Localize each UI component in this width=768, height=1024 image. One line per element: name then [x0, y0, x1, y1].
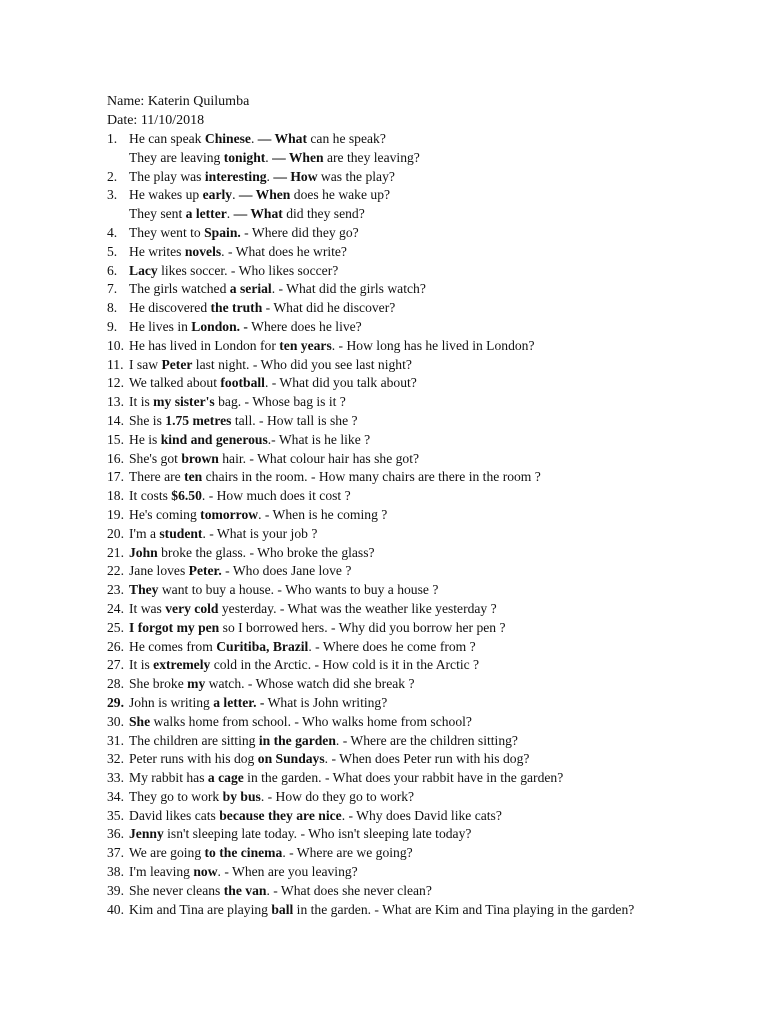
item-number: 27.: [107, 657, 124, 673]
sentence-text: He has lived in London for: [129, 337, 280, 353]
sentence-text: He's coming: [129, 506, 201, 522]
sentence-text: Peter runs with his dog: [129, 751, 258, 767]
bold-phrase: in the garden: [258, 732, 336, 748]
sentence-text: The children are sitting: [129, 732, 259, 748]
sentence-text: Where does he live?: [247, 318, 362, 334]
bold-phrase: a letter. -: [213, 694, 265, 710]
bold-phrase: London. -: [191, 318, 248, 334]
sentence-text: . - What is your job ?: [202, 525, 318, 541]
bold-phrase: my sister's: [153, 394, 215, 410]
sentence-text: . - Where are we going?: [282, 845, 413, 861]
item-number: 3.: [107, 187, 118, 203]
sentence-text: It is: [129, 394, 154, 410]
item-number: 28.: [107, 676, 124, 692]
list-item: [107, 299, 768, 318]
sentence-text: .: [265, 149, 273, 165]
item-number: 16.: [107, 450, 124, 466]
student-name: Name: Katerin Quilumba: [107, 94, 250, 109]
item-number: 29.: [107, 694, 124, 710]
bold-phrase: ten: [184, 469, 203, 485]
sentence-text: He can speak: [129, 131, 205, 146]
sentence-text: He discovered: [129, 300, 211, 316]
sentence-text: John is writing: [129, 694, 214, 710]
bold-phrase: the van: [223, 882, 267, 898]
bold-phrase: student: [159, 525, 203, 541]
bold-phrase: early: [202, 187, 233, 203]
list-item: [107, 337, 768, 356]
list-item: [107, 205, 768, 224]
item-number: 8.: [107, 300, 118, 316]
sentence-text: There are: [129, 469, 185, 485]
sentence-text: likes soccer. - Who likes soccer?: [157, 262, 339, 278]
sentence-text: . - What does she never clean?: [266, 882, 432, 898]
sentence-text: She broke: [129, 676, 188, 692]
list-item: [107, 168, 768, 187]
sentence-text: They went to: [129, 224, 205, 240]
list-item: [107, 807, 768, 826]
list-item: [107, 356, 768, 375]
bold-phrase: She: [129, 713, 151, 729]
bold-phrase: Peter: [161, 356, 193, 372]
question-list: [107, 130, 768, 919]
list-item: [107, 450, 768, 469]
sentence-text: He comes from: [129, 638, 217, 654]
item-number: 39.: [107, 882, 124, 898]
list-item: [107, 581, 768, 600]
item-number: 30.: [107, 713, 124, 729]
sentence-text: They go to work: [129, 788, 223, 804]
sentence-text: does he wake up?: [290, 187, 391, 203]
list-item: [107, 882, 768, 901]
bold-phrase: $6.50: [171, 488, 202, 504]
bold-phrase: because they are nice: [219, 807, 342, 823]
item-number: 15.: [107, 431, 124, 447]
sentence-text: yesterday. - What was the weather like yesterday ?: [218, 600, 497, 616]
item-number: 4.: [107, 224, 118, 240]
bold-phrase: — What: [233, 206, 283, 222]
item-number: 11.: [107, 356, 124, 372]
list-item: [107, 393, 768, 412]
sentence-text: - What did he discover?: [262, 300, 396, 316]
bold-phrase: I forgot my pen: [129, 619, 220, 635]
sentence-text: broke the glass. - Who broke the glass?: [157, 544, 375, 560]
sentence-text: .: [232, 187, 239, 203]
item-number: 37.: [107, 845, 124, 861]
item-number: 17.: [107, 469, 124, 485]
list-item: [107, 468, 768, 487]
bold-phrase: the truth: [210, 300, 263, 316]
sentence-text: He writes: [129, 243, 185, 259]
sentence-text: What is John writing?: [264, 694, 388, 710]
bold-phrase: Curitiba, Brazil: [216, 638, 309, 654]
item-number: 5.: [107, 243, 118, 259]
bold-phrase: kind and generous: [160, 431, 268, 447]
sentence-text: . - What did you talk about?: [264, 375, 417, 391]
item-number: 25.: [107, 619, 124, 635]
sentence-text: He is: [129, 431, 161, 447]
sentence-text: . - What did the girls watch?: [271, 281, 426, 297]
item-number: 20.: [107, 525, 124, 541]
sentence-text: My rabbit has: [129, 770, 208, 786]
bold-phrase: football: [220, 375, 265, 391]
bold-phrase: now: [193, 864, 218, 880]
sentence-text: They sent: [129, 206, 186, 222]
sentence-text: last night. - Who did you see last night?: [192, 356, 412, 372]
list-item: [107, 487, 768, 506]
sentence-text: They are leaving: [129, 149, 224, 165]
bold-phrase: extremely: [153, 657, 211, 673]
list-item: [107, 675, 768, 694]
sentence-text: - Who does Jane love ?: [221, 563, 352, 579]
sentence-text: can he speak?: [306, 131, 386, 146]
bold-phrase: a serial: [229, 281, 272, 297]
item-number: 40.: [107, 901, 124, 917]
sentence-text: We talked about: [129, 375, 221, 391]
item-number: 12.: [107, 375, 124, 391]
sentence-text: The play was: [129, 168, 205, 184]
sentence-text: . - Where does he come from ?: [308, 638, 476, 654]
sentence-text: so I borrowed hers. - Why did you borrow her pen ?: [219, 619, 506, 635]
sentence-text: hair. - What colour hair has she got?: [218, 450, 420, 466]
sentence-text: in the garden. - What are Kim and Tina playing in the garden?: [293, 901, 635, 917]
sentence-text: . - When is he coming ?: [258, 506, 388, 522]
list-item: [107, 732, 768, 751]
list-item: [107, 412, 768, 431]
bold-phrase: They: [129, 582, 159, 598]
sentence-text: She is: [129, 412, 166, 428]
item-number: 33.: [107, 770, 124, 786]
sentence-text: .: [226, 206, 234, 222]
sentence-text: was the play?: [317, 168, 395, 184]
sentence-text: It is: [129, 657, 154, 673]
sentence-text: did they send?: [282, 206, 365, 222]
sentence-text: . - Why does David like cats?: [341, 807, 502, 823]
sentence-text: David likes cats: [129, 807, 220, 823]
sentence-text: are they leaving?: [323, 149, 420, 165]
bold-phrase: 1.75 metres: [165, 412, 232, 428]
sentence-text: She never cleans: [129, 882, 224, 898]
sentence-text: Kim and Tina are playing: [129, 901, 272, 917]
bold-phrase: Chinese: [204, 131, 251, 146]
sentence-text: - Where did they go?: [240, 224, 359, 240]
list-item: [107, 149, 768, 168]
bold-phrase: tonight: [223, 149, 266, 165]
list-item: [107, 130, 768, 149]
sentence-text: want to buy a house. - Who wants to buy a house ?: [158, 582, 439, 598]
list-item: [107, 901, 768, 920]
sentence-text: It was: [129, 600, 166, 616]
list-item: [107, 788, 768, 807]
item-number: 31.: [107, 732, 124, 748]
item-number: 34.: [107, 788, 124, 804]
list-item: [107, 769, 768, 788]
list-item: [107, 619, 768, 638]
list-item: [107, 186, 768, 205]
sentence-text: He wakes up: [129, 187, 203, 203]
sentence-text: . - How long has he lived in London?: [331, 337, 535, 353]
bold-phrase: on Sundays: [257, 751, 325, 767]
sentence-text: He lives in: [129, 318, 192, 334]
sentence-text: I'm leaving: [129, 864, 194, 880]
list-item: [107, 844, 768, 863]
sentence-text: in the garden. - What does your rabbit have in the garden?: [243, 770, 564, 786]
list-item: [107, 713, 768, 732]
sentence-text: chairs in the room. - How many chairs are there in the room ?: [202, 469, 541, 485]
bold-phrase: to the cinema: [204, 845, 283, 861]
list-item: [107, 600, 768, 619]
item-number: 13.: [107, 394, 124, 410]
sentence-text: It costs: [129, 488, 172, 504]
sentence-text: . - When does Peter run with his dog?: [324, 751, 530, 767]
list-item: [107, 544, 768, 563]
list-item: [107, 506, 768, 525]
item-number: 26.: [107, 638, 124, 654]
bold-phrase: Jenny: [129, 826, 164, 842]
list-item: [107, 224, 768, 243]
item-number: 1.: [107, 131, 118, 146]
bold-phrase: — What: [257, 131, 307, 146]
bold-phrase: by bus: [222, 788, 261, 804]
item-number: 6.: [107, 262, 118, 278]
bold-phrase: brown: [181, 450, 219, 466]
list-item: [107, 562, 768, 581]
sentence-text: . - How do they go to work?: [260, 788, 415, 804]
list-item: [107, 656, 768, 675]
bold-phrase: ten years: [279, 337, 332, 353]
sentence-text: bag. - Whose bag is it ?: [214, 394, 346, 410]
item-number: 24.: [107, 600, 124, 616]
list-item: [107, 863, 768, 882]
item-number: 10.: [107, 337, 124, 353]
bold-phrase: Spain.: [204, 224, 241, 240]
bold-phrase: — How: [273, 168, 318, 184]
bold-phrase: very cold: [165, 600, 219, 616]
bold-phrase: — When: [238, 187, 291, 203]
item-number: 35.: [107, 807, 124, 823]
list-item: [107, 750, 768, 769]
list-item: [107, 525, 768, 544]
item-number: 36.: [107, 826, 124, 842]
sentence-text: .: [266, 168, 274, 184]
bold-phrase: my: [187, 676, 206, 692]
sentence-text: . - Where are the children sitting?: [335, 732, 518, 748]
item-number: 7.: [107, 281, 118, 297]
item-number: 38.: [107, 864, 124, 880]
sentence-text: I saw: [129, 356, 162, 372]
sentence-text: She's got: [129, 450, 182, 466]
sentence-text: .- What is he like ?: [267, 431, 371, 447]
sentence-text: . - When are you leaving?: [217, 864, 358, 880]
bold-phrase: interesting: [204, 168, 267, 184]
sentence-text: walks home from school. - Who walks home from school?: [150, 713, 472, 729]
list-item: [107, 318, 768, 337]
sentence-text: . - How much does it cost ?: [201, 488, 351, 504]
sentence-text: . - What does he write?: [221, 243, 347, 259]
item-number: 22.: [107, 563, 124, 579]
sentence-text: tall. - How tall is she ?: [231, 412, 358, 428]
item-number: 9.: [107, 318, 118, 334]
sentence-text: .: [250, 131, 258, 146]
item-number: 18.: [107, 488, 124, 504]
item-number: 21.: [107, 544, 124, 560]
bold-phrase: novels: [184, 243, 222, 259]
assignment-date: Date: 11/10/2018: [107, 113, 205, 128]
bold-phrase: Peter.: [188, 563, 222, 579]
bold-phrase: tomorrow: [200, 506, 259, 522]
sentence-text: isn't sleeping late today. - Who isn't sleeping late today?: [163, 826, 472, 842]
bold-phrase: ball: [271, 901, 294, 917]
sentence-text: Jane loves: [129, 563, 189, 579]
item-number: 14.: [107, 412, 124, 428]
bold-phrase: a letter: [185, 206, 227, 222]
list-item: [107, 243, 768, 262]
sentence-text: I'm a: [129, 525, 160, 541]
item-number: 32.: [107, 751, 124, 767]
list-item: [107, 694, 768, 713]
item-number: 23.: [107, 582, 124, 598]
list-item: [107, 825, 768, 844]
sentence-text: watch. - Whose watch did she break ?: [205, 676, 415, 692]
bold-phrase: John: [129, 544, 158, 560]
list-item: [107, 431, 768, 450]
list-item: [107, 638, 768, 657]
item-number: 19.: [107, 506, 124, 522]
list-item: [107, 262, 768, 281]
bold-phrase: Lacy: [129, 262, 158, 278]
list-item: [107, 280, 768, 299]
bold-phrase: — When: [272, 149, 324, 165]
list-item: [107, 374, 768, 393]
sentence-text: We are going: [129, 845, 205, 861]
sentence-text: The girls watched: [129, 281, 230, 297]
bold-phrase: a cage: [207, 770, 244, 786]
item-number: 2.: [107, 168, 118, 184]
sentence-text: cold in the Arctic. - How cold is it in the Arctic ?: [210, 657, 480, 673]
